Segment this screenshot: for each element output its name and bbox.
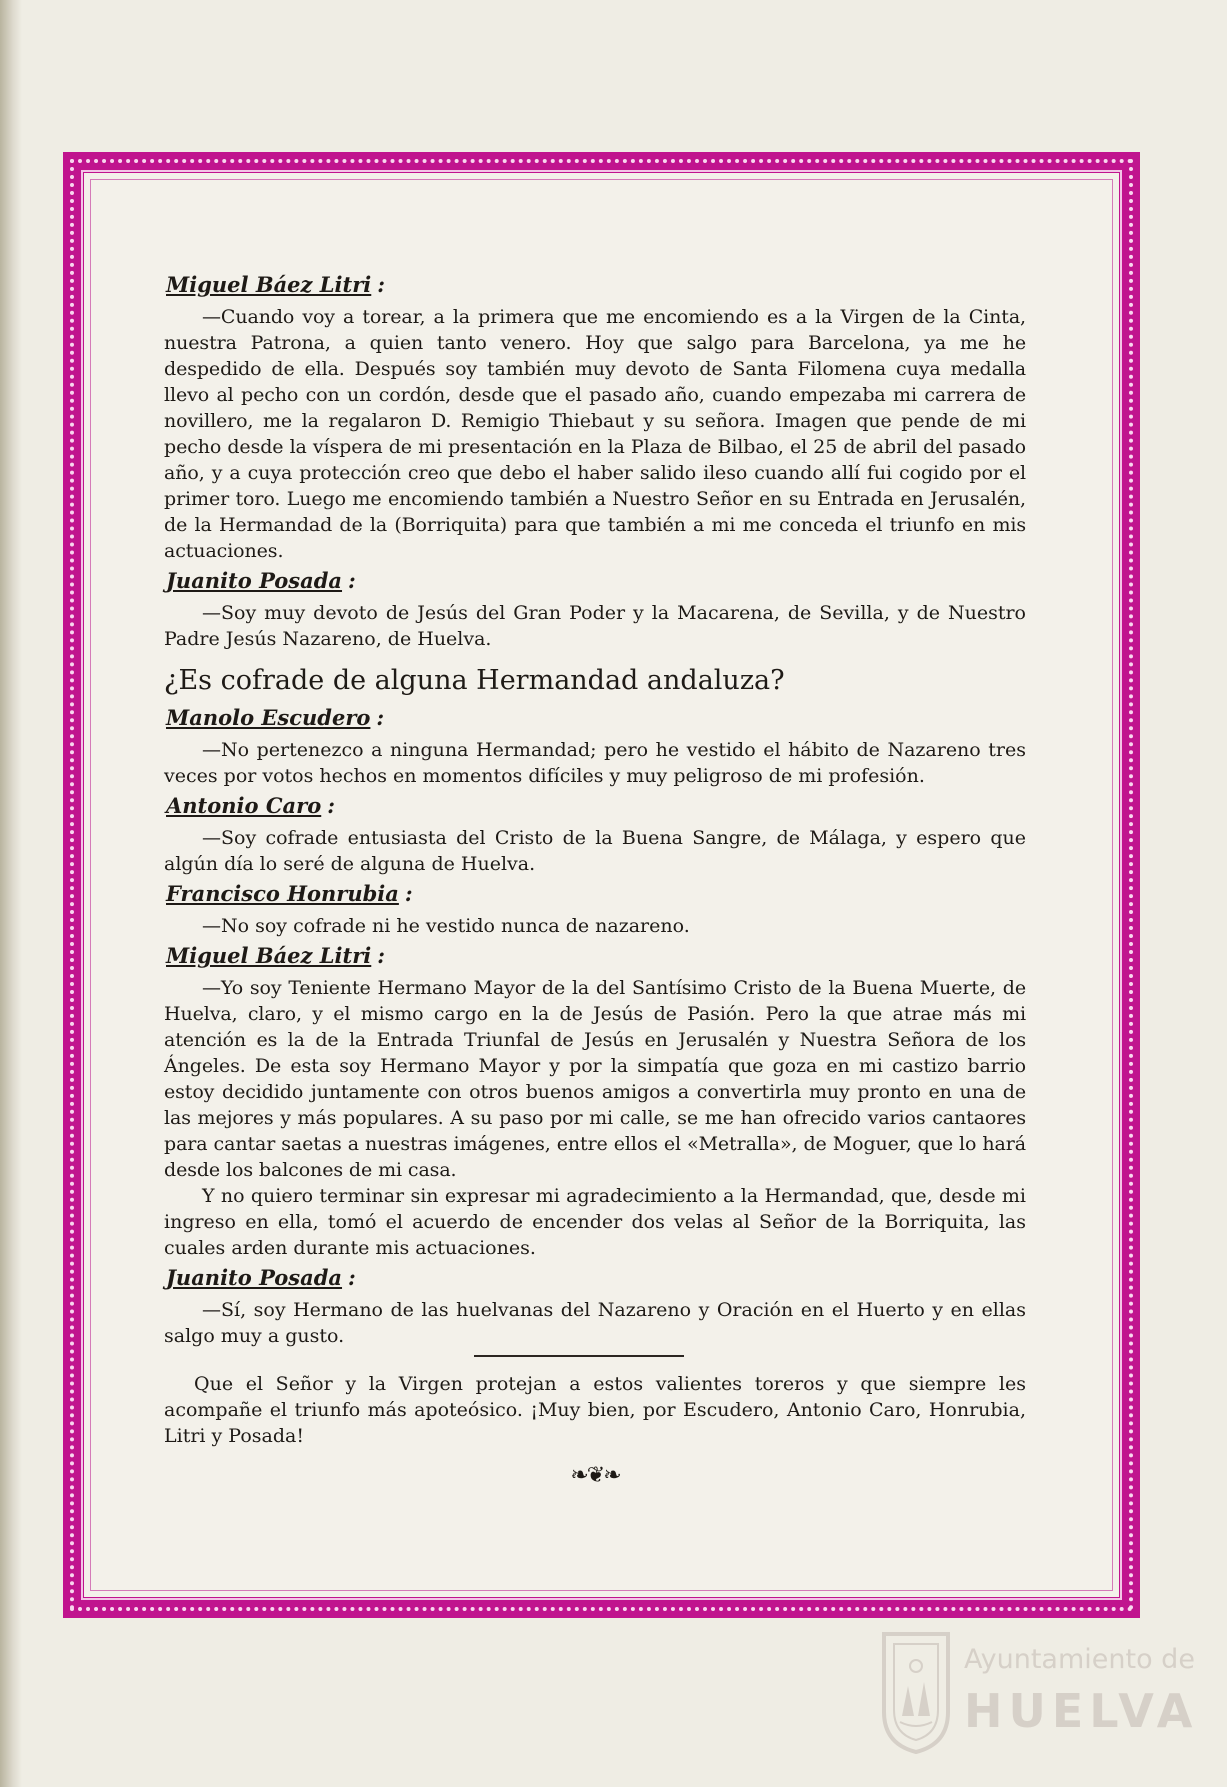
section-divider: [474, 1355, 684, 1357]
answer-paragraph: —No soy cofrade ni he vestido nunca de nazareno.: [202, 915, 690, 937]
article-body: [164, 268, 1026, 1489]
answer-paragraph: —Soy cofrade entusiasta del Cristo de la Buena Sangre, de Málaga, y espero que algún día lo seré de alguna de Huelva.: [164, 827, 1026, 875]
speaker-name: Antonio Caro: [166, 793, 322, 818]
speaker-name: Juanito Posada: [166, 568, 343, 593]
ornamental-magenta-frame: [63, 152, 1140, 1618]
watermark-line-2: HUELVA: [964, 1684, 1199, 1738]
ayuntamiento-huelva-watermark: [878, 1626, 1198, 1766]
speaker-heading: Antonio Caro :: [166, 793, 335, 818]
answer-paragraph: —Yo soy Teniente Hermano Mayor de la del Santísimo Cristo de la Buena Muerte, de Huelva, claro, y el mismo cargo en la de Jesús de Pasión. Pero la que atrae más mi atención es la de la Entrada Triunfal de Jesús en Jerusalén y Nuestra Señora de los Ángeles. De esta soy Hermano Mayor y por la simpatía que goza en mi castizo barrio estoy decidido juntamente con otros buenos amigos a convertirla muy pronto en una de las mejores y más populares. A su paso por mi calle, se me han ofrecido varios cantaores para cantar saetas a nuestras imágenes, entre ellos el «Metralla», de Moguer, que lo hará desde los balcones de mi casa.: [164, 977, 1026, 1181]
speaker-heading: Juanito Posada :: [166, 568, 356, 593]
answer-paragraph: —Sí, soy Hermano de las huelvanas del Nazareno y Oración en el Huerto y en ellas salgo muy a gusto.: [164, 1299, 1026, 1347]
speaker-name: Juanito Posada: [166, 1265, 343, 1290]
page-binding-edge: [0, 0, 22, 1787]
answer-paragraph: —Soy muy devoto de Jesús del Gran Poder y la Macarena, de Sevilla, y de Nuestro Padre Jesús Nazareno, de Huelva.: [164, 602, 1026, 650]
huelva-seal-icon: [878, 1626, 954, 1756]
answer-paragraph: —No pertenezco a ninguna Hermandad; pero he vestido el hábito de Nazareno tres veces por votos hechos en momentos difíciles y muy peligroso de mi profesión.: [164, 739, 1026, 787]
fleuron-icon: ❧❦❧: [570, 1463, 620, 1488]
speaker-heading: Francisco Honrubia :: [166, 881, 413, 906]
speaker-name: Manolo Escudero: [166, 705, 371, 730]
speaker-heading: Miguel Báez Litri :: [166, 943, 386, 968]
speaker-heading: Juanito Posada :: [166, 1265, 356, 1290]
speaker-heading: Miguel Báez Litri :: [166, 272, 386, 297]
speaker-name: Miguel Báez Litri: [166, 943, 372, 968]
answer-paragraph: Y no quiero terminar sin expresar mi agradecimiento a la Hermandad, que, desde mi ingreso en ella, tomó el acuerdo de encender dos velas al Señor de la Borriquita, las cuales arden durante mis actuaciones.: [164, 1185, 1026, 1259]
speaker-name: Miguel Báez Litri: [166, 272, 372, 297]
speaker-name: Francisco Honrubia: [166, 881, 399, 906]
speaker-heading: Manolo Escudero :: [166, 705, 385, 730]
question-heading: ¿Es cofrade de alguna Hermandad andaluza?: [164, 665, 785, 696]
answer-paragraph: —Cuando voy a torear, a la primera que me encomiendo es a la Virgen de la Cinta, nuestra Patrona, a quien tanto venero. Hoy que salgo para Barcelona, ya me he despedido de ella. Después soy también muy devoto de Santa Filomena cuya medalla llevo al pecho con un cordón, desde que el pasado año, cuando empezaba mi carrera de novillero, me la regalaron D. Remigio Thiebaut y su señora. Imagen que pende de mi pecho desde la víspera de mi presentación en la Plaza de Bilbao, el 25 de abril del pasado año, y a cuya protección creo que debo el haber salido ileso cuando allí fui cogido por el primer toro. Luego me encomiendo también a Nuestro Señor en su Entrada en Jerusalén, de la Hermandad de la (Borriquita) para que también a mi me conceda el triunfo en mis actuaciones.: [164, 306, 1026, 562]
watermark-line-1: Ayuntamiento de: [964, 1644, 1195, 1675]
closing-paragraph: Que el Señor y la Virgen protejan a estos valientes toreros y que siempre les acompañe el triunfo más apoteósico. ¡Muy bien, por Escudero, Antonio Caro, Honrubia, Litri y Posada!: [164, 1373, 1026, 1447]
